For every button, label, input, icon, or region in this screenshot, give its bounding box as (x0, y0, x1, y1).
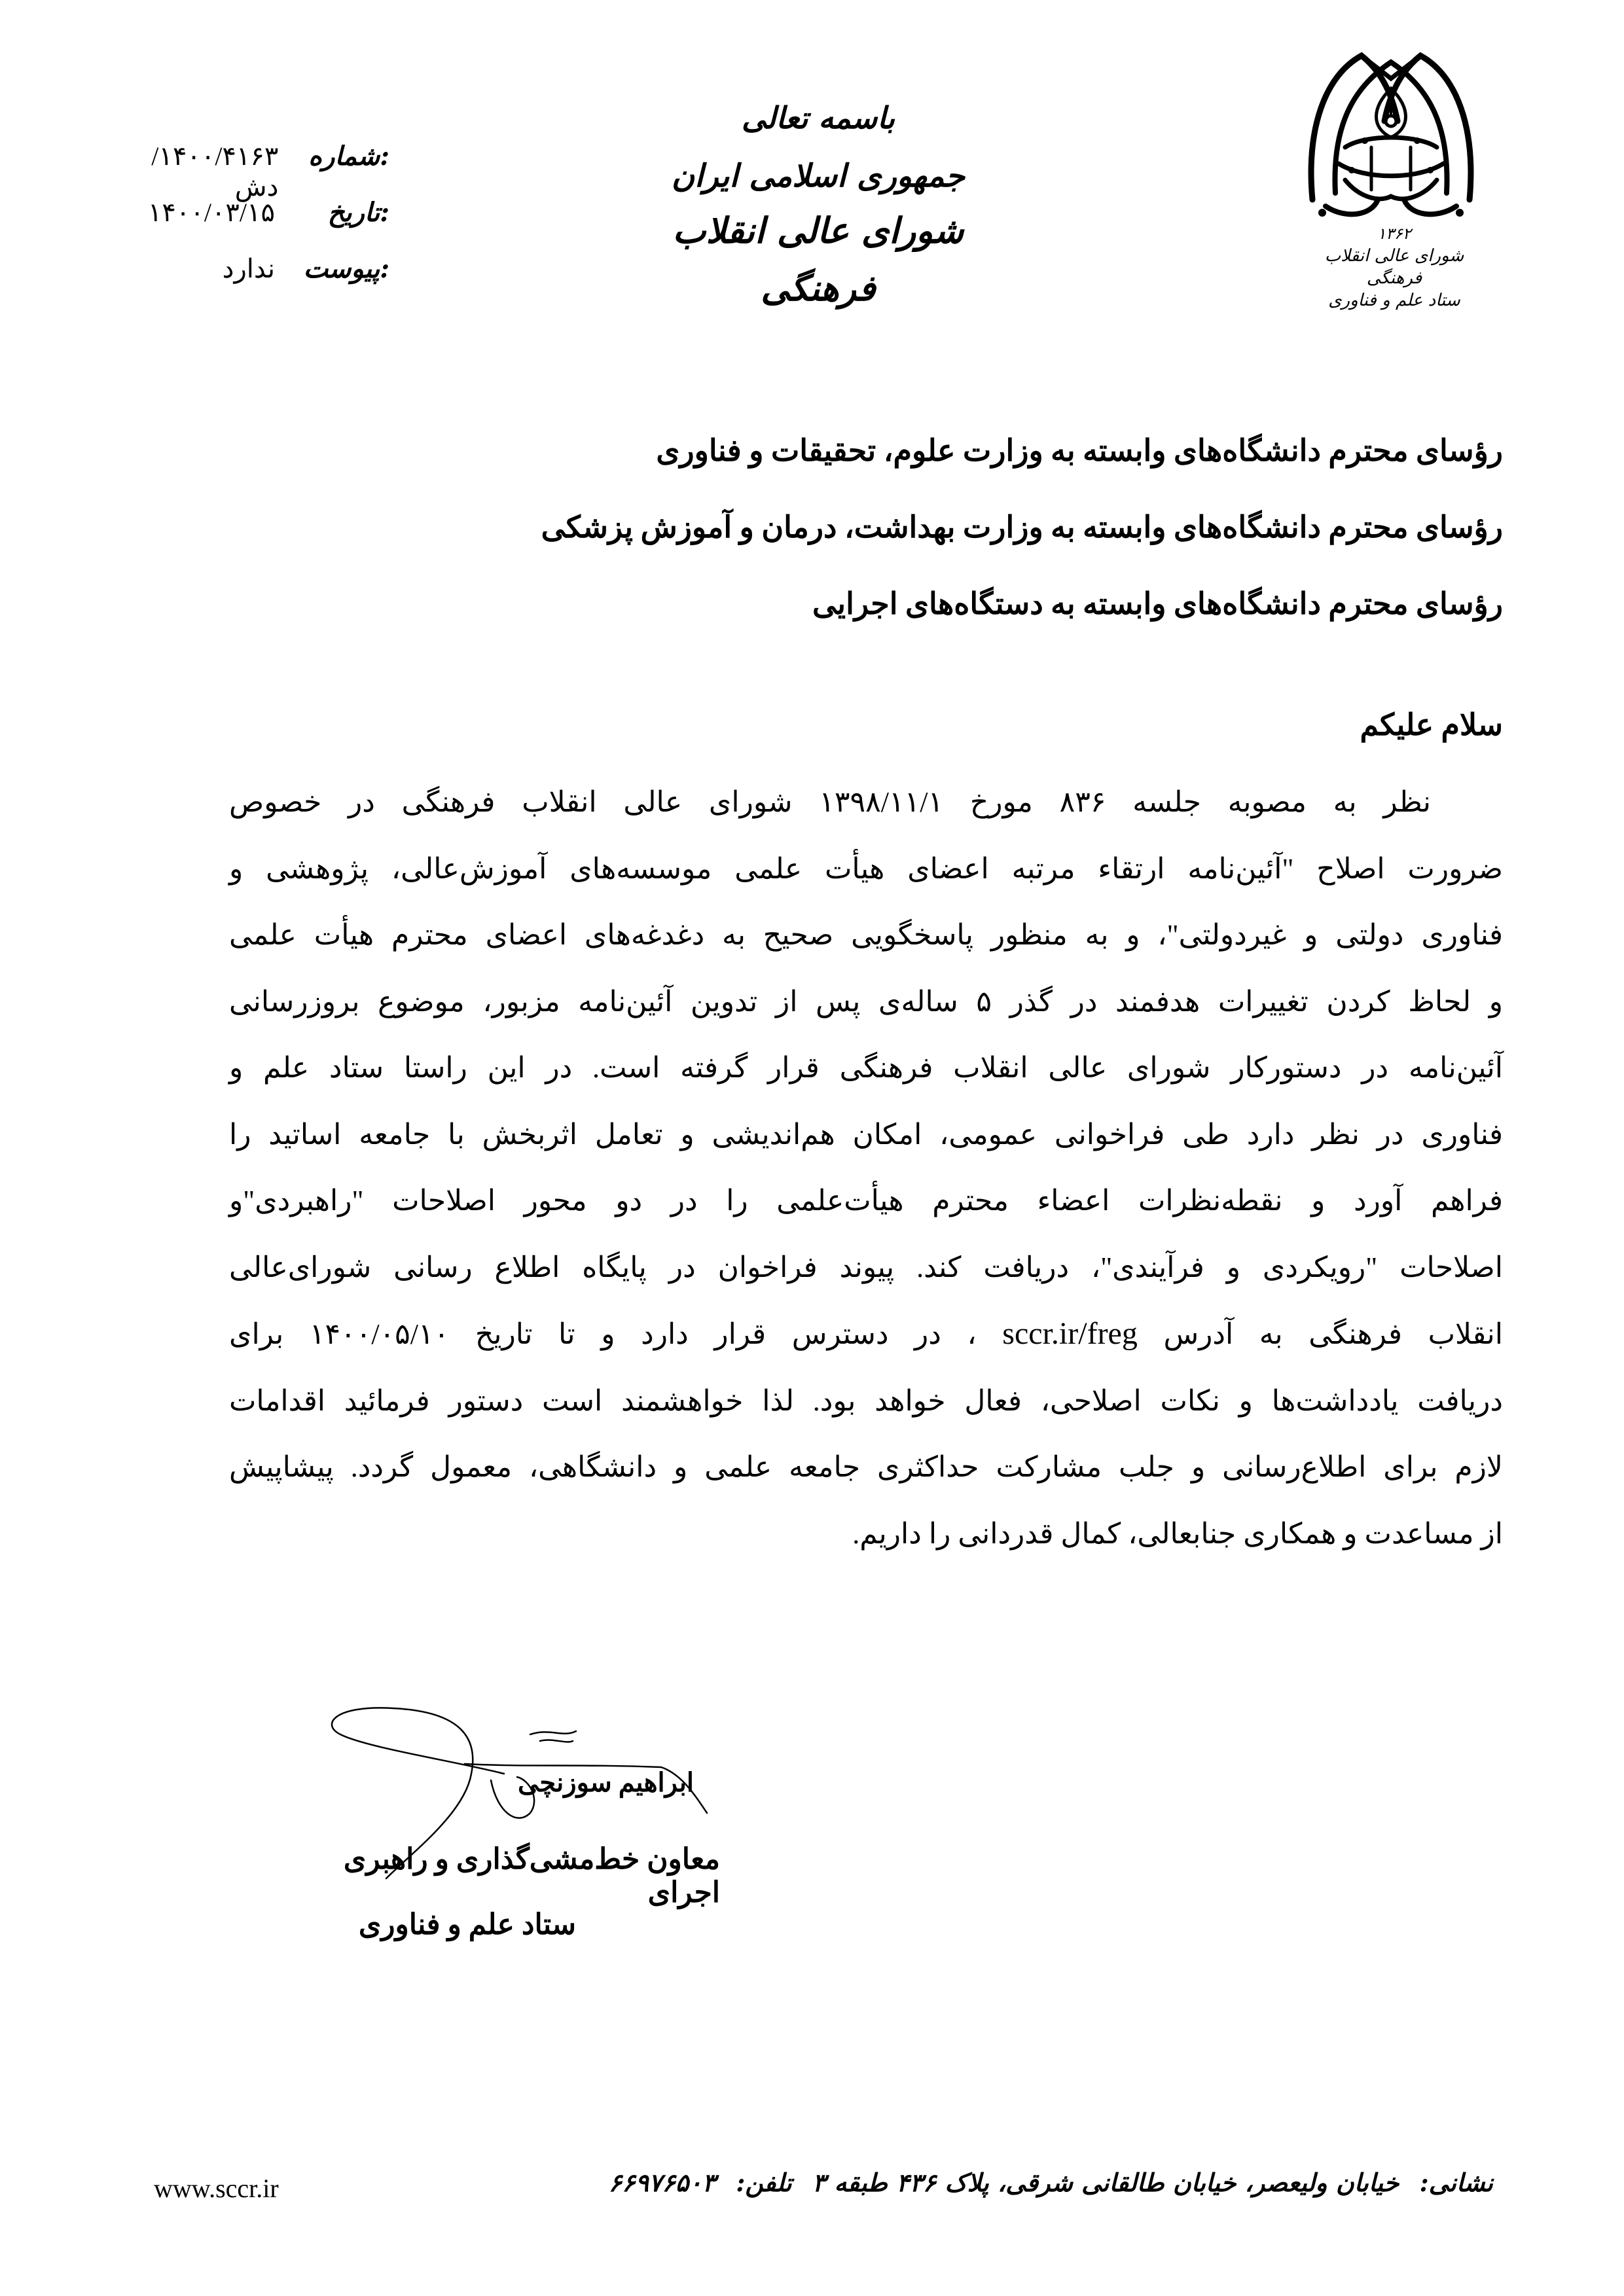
body-line: از مساعدت و همکاری جنابعالی، کمال قدردانی را داریم. (852, 1517, 1503, 1550)
letter-meta (115, 141, 389, 310)
letter-body (229, 769, 1503, 1567)
letter-date-row (115, 197, 389, 253)
footer-phone-label: تلفن: (736, 2168, 792, 2197)
url-suffix-text: ، در دسترس قرار دارد و تا تاریخ ۱۴۰۰/۰۵/۱۰ برای (229, 1318, 977, 1350)
url-prefix-text: انقلاب فرهنگی به آدرس (1163, 1318, 1504, 1350)
body-line: فناوری دولتی و غیردولتی"، و به منظور پاسخگویی صحیح به دغدغه‌های اعضای محترم هیأت علمی (229, 919, 1503, 951)
footer-address-label: نشانی: (1419, 2168, 1493, 2197)
letter-attachment-label: پیوست: (303, 253, 389, 284)
logo-caption-office: ستاد علم و فناوری (1328, 291, 1460, 310)
letter-number-value: ۱۴۰۰/۴۱۶۳/دش (151, 141, 279, 202)
letter-attachment-row (115, 253, 389, 310)
signatory-title: معاون خط‌مشی‌گذاری و راهبری اجرای (343, 1843, 720, 1909)
body-line: آئین‌نامه در دستورکار شورای عالی انقلاب فرهنگی قرار گرفته است. در این راستا ستاد علم و (229, 1052, 1503, 1084)
addressee-list (521, 412, 1503, 642)
addressee-line: رؤسای محترم دانشگاه‌های وابسته به وزارت بهداشت، درمان و آموزش پزشکی (541, 511, 1503, 544)
greeting: سلام علیکم (1360, 708, 1503, 742)
signatory-name: ابراهیم سوزنچی (517, 1768, 694, 1797)
addressee-line: رؤسای محترم دانشگاه‌های وابسته به دستگاه‌های اجرایی (812, 587, 1503, 620)
letter-number-row (115, 141, 389, 202)
council-heading: شورای عالی انقلاب فرهنگی (672, 209, 964, 309)
body-line: اصلاحات "رویکردی و فرآیندی"، دریافت کند. پیوند فراخوان در پایگاه اطلاع رسانی شورای‌عالی (229, 1251, 1503, 1283)
body-line: و لحاظ کردن تغییرات هدفمند در گذر ۵ ساله‌ی پس از تدوین آئین‌نامه مزبور، موضوع بروزرسانی (229, 985, 1503, 1018)
signatory-organization: ستاد علم و فناوری (358, 1909, 576, 1941)
letter-date-label: تاریخ: (327, 197, 389, 228)
logo-year: ۱۳۶۲ (1377, 224, 1411, 243)
republic-heading: جمهوری اسلامی ایران (671, 158, 965, 194)
addressee-line: رؤسای محترم دانشگاه‌های وابسته به وزارت علوم، تحقیقات و فناوری (656, 434, 1503, 467)
letter-attachment-value: ندارد (222, 254, 275, 283)
letter-header (641, 85, 995, 317)
bismillah-heading: باسمه تعالی (742, 100, 895, 135)
body-line: نظر به مصوبه جلسه ۸۳۶ مورخ ۱۳۹۸/۱۱/۱ شورای عالی انقلاب فرهنگی در خصوص (229, 786, 1431, 818)
footer-address (597, 2168, 1493, 2197)
letter-number-label: شماره: (308, 141, 389, 171)
footer-address-value: خیابان ولیعصر، خیابان طالقانی شرقی، پلاک ۴۳۶ طبقه ۳ (812, 2168, 1399, 2197)
logo-caption (1303, 223, 1486, 312)
footer-website-link[interactable]: www.sccr.ir (154, 2174, 279, 2203)
letter-date-value: ۱۴۰۰/۰۳/۱۵ (147, 198, 275, 227)
council-emblem-icon (1299, 49, 1483, 226)
body-line: فراهم آورد و نقطه‌نظرات اعضاء محترم هیأت‌علمی را در دو محور اصلاحات "راهبردی"و (229, 1185, 1503, 1217)
feedback-url-link[interactable]: sccr.ir/freg (1002, 1316, 1138, 1351)
body-line: فناوری در نظر دارد طی فراخوانی عمومی، امکان هم‌اندیشی و تعامل اثربخش با جامعه اساتید را (229, 1118, 1503, 1151)
logo-caption-council: شورای عالی انقلاب فرهنگی (1324, 246, 1464, 288)
body-line-with-url (229, 1300, 1503, 1368)
footer-phone-value: ۶۶۹۷۶۵۰۳ (608, 2168, 716, 2197)
body-line: لازم برای اطلاع‌رسانی و جلب مشارکت حداکثری جامعه علمی و دانشگاهی، معمول گردد. پیشاپیش (229, 1451, 1503, 1483)
body-line: دریافت یادداشت‌ها و نکات اصلاحی، فعال خواهد بود. لذا خواهشمند است دستور فرمائید اقدامات (229, 1384, 1503, 1417)
body-line: ضرورت اصلاح "آئین‌نامه ارتقاء مرتبه اعضای هیأت علمی موسسه‌های آموزش‌عالی، پژوهشی و (229, 852, 1503, 885)
